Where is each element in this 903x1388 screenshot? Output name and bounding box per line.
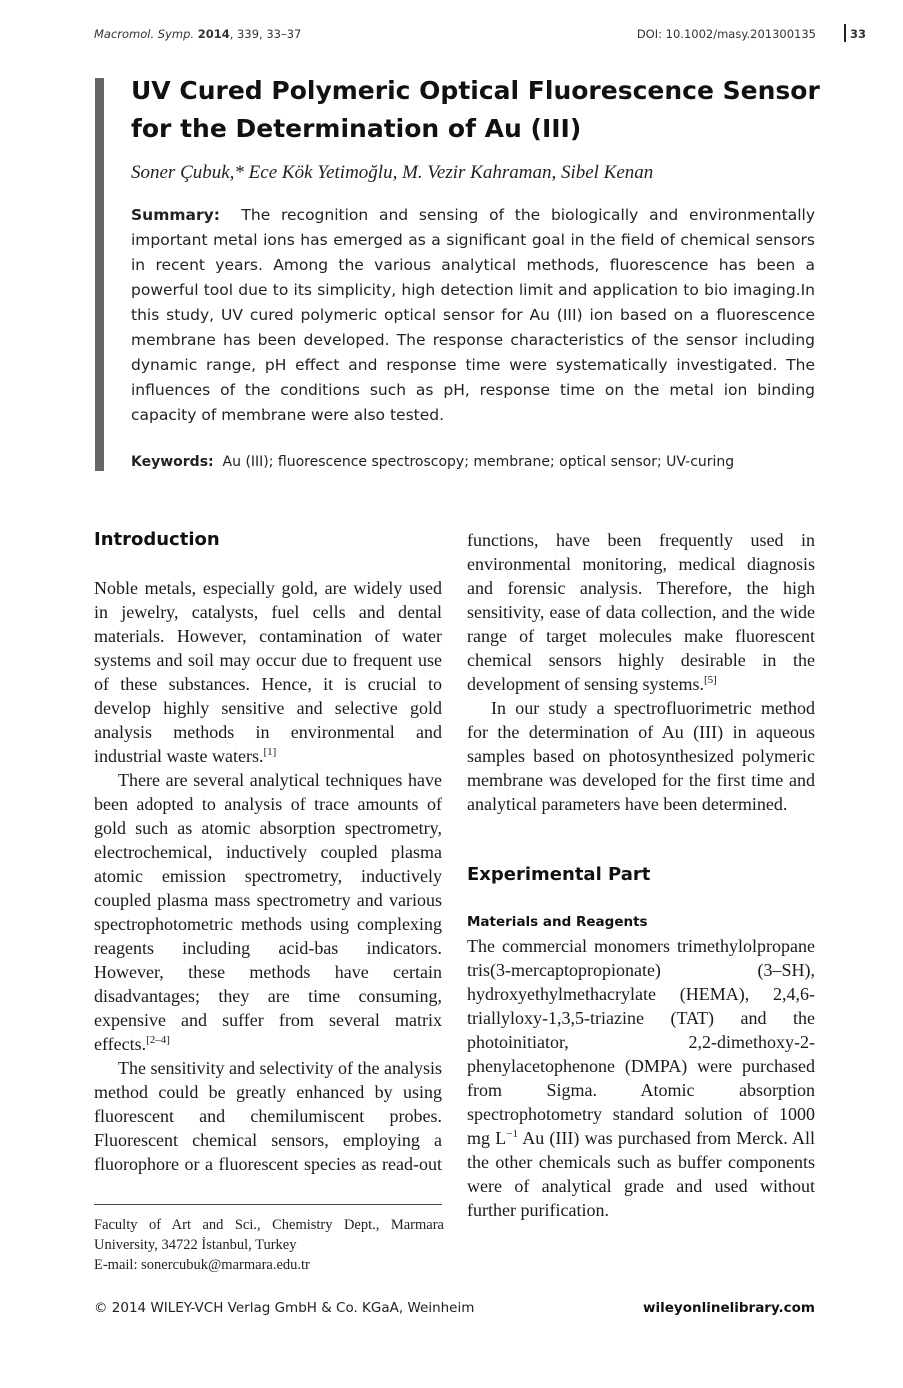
materials-subheading: Materials and Reagents — [467, 914, 648, 930]
contact-email: E-mail: sonercubuk@marmara.edu.tr — [94, 1257, 310, 1273]
publisher-website: wileyonlinelibrary.com — [643, 1300, 815, 1316]
intro-paragraph-2 — [94, 768, 442, 1056]
abstract — [131, 203, 815, 428]
left-column — [94, 528, 442, 1176]
intro-paragraph-3-text: The sensitivity and selectivity of the analysis method could be greatly enhanced by using fluorescent and chemilumiscent probes. Fluorescent chemical sensors, employing a fluorophore or a fluorescent species as read-out — [94, 1058, 442, 1174]
journal-year: 2014 — [197, 27, 230, 41]
page-number: 33 — [849, 27, 866, 41]
journal-name: Macromol. Symp. — [94, 27, 195, 41]
author-affiliation-footnote — [94, 1215, 444, 1275]
title-accent-bar — [95, 78, 104, 471]
unit-exponent: −1 — [506, 1128, 518, 1140]
volume-pages: , 339, 33–37 — [229, 27, 302, 41]
keywords-text: Au (III); fluorescence spectroscopy; membrane; optical sensor; UV-curing — [222, 454, 735, 470]
materials-text-continued: Au (III) was purchased from Merck. All the other chemicals such as buffer components were of analytical grade and used without further purification. — [467, 1128, 815, 1220]
affiliation: Faculty of Art and Sci., Chemistry Dept., Marmara University, 34722 İstanbul, Turkey — [94, 1217, 444, 1253]
intro-paragraph-3-text-continued: functions, have been frequently used in environmental monitoring, medical diagnosis and forensic analysis. Therefore, the high sensitivity, ease of data collection, and the wide range of target molecules make fluorescent chemical sensors highly desirable in the development of sensing systems. — [467, 530, 815, 694]
keywords-label: Keywords: — [131, 454, 214, 470]
materials-text: The commercial monomers trimethylolpropane tris(3-mercaptopropionate) (3–SH), hydroxyethylmethacrylate (HEMA), 2,4,6-triallyloxy-1,3,5-triazine (TAT) and the photoinitiator, 2,2-dimethoxy-2-phenylacetophenone (DMPA) were purchased from Sigma. Atomic absorption spectrophotometry standard solution of 1000 mg L — [467, 936, 815, 1148]
keywords — [131, 454, 821, 470]
citation-ref: [1] — [263, 746, 277, 758]
footnote-divider — [94, 1204, 442, 1205]
author-list: Soner Çubuk,* Ece Kök Yetimoğlu, M. Vezir Kahraman, Sibel Kenan — [131, 162, 654, 183]
journal-reference — [94, 27, 301, 41]
right-column — [467, 528, 815, 1222]
doi: DOI: 10.1002/masy.201300135 — [636, 27, 816, 41]
copyright-notice: © 2014 WILEY-VCH Verlag GmbH & Co. KGaA, Weinheim — [94, 1300, 475, 1316]
intro-paragraph-1-text: Noble metals, especially gold, are widely used in jewelry, catalysts, fuel cells and dental materials. However, contamination of water systems and soil may occur due to frequent use of these substances. Hence, it is crucial to develop highly sensitive and selective gold analysis methods in environmental and industrial waste waters. — [94, 578, 442, 766]
introduction-heading: Introduction — [94, 529, 220, 550]
running-header — [94, 24, 866, 46]
citation-ref: [5] — [703, 674, 717, 686]
intro-paragraph-2-text: There are several analytical techniques have been adopted to analysis of trace amounts of gold such as atomic absorption spectrometry, electrochemical, inductively coupled plasma atomic emission spectrometry, inductively coupled plasma mass spectrometry and various spectrophotometric methods using complexing reagents including acid-bas indicators. However, these methods have certain disadvantages; they are time consuming, expensive and suffer from several matrix effects. — [94, 770, 442, 1054]
abstract-label: Summary: — [131, 206, 220, 224]
experimental-heading: Experimental Part — [467, 864, 651, 885]
article-title: UV Cured Polymeric Optical Fluorescence Sensor for the Determination of Au (III) — [131, 76, 820, 143]
intro-paragraph-4: In our study a spectrofluorimetric method for the determination of Au (III) in aqueous samples based on photosynthesized polymeric membrane was developed for the first time and analytical parameters have been determined. — [467, 698, 815, 814]
citation-ref: [2–4] — [146, 1034, 170, 1046]
intro-paragraph-3 — [94, 1056, 442, 1176]
header-divider — [844, 24, 846, 42]
abstract-text: The recognition and sensing of the biologically and environmentally important metal ions has emerged as a significant goal in the field of chemical sensors in recent years. Among the various analytical methods, fluorescence has been a powerful tool due to its simplicity, high detection limit and application to bio imaging.In this study, UV cured polymeric optical sensor for Au (III) ion based on a fluorescence membrane has been developed. The response characteristics of the sensor including dynamic range, pH effect and response time were systematically investigated. The influences of the conditions such as pH, response time on the metal ion binding capacity of membrane were also tested. — [131, 206, 815, 424]
materials-paragraph — [467, 934, 815, 1222]
intro-paragraph-3-continued — [467, 528, 815, 696]
intro-paragraph-1 — [94, 576, 442, 768]
